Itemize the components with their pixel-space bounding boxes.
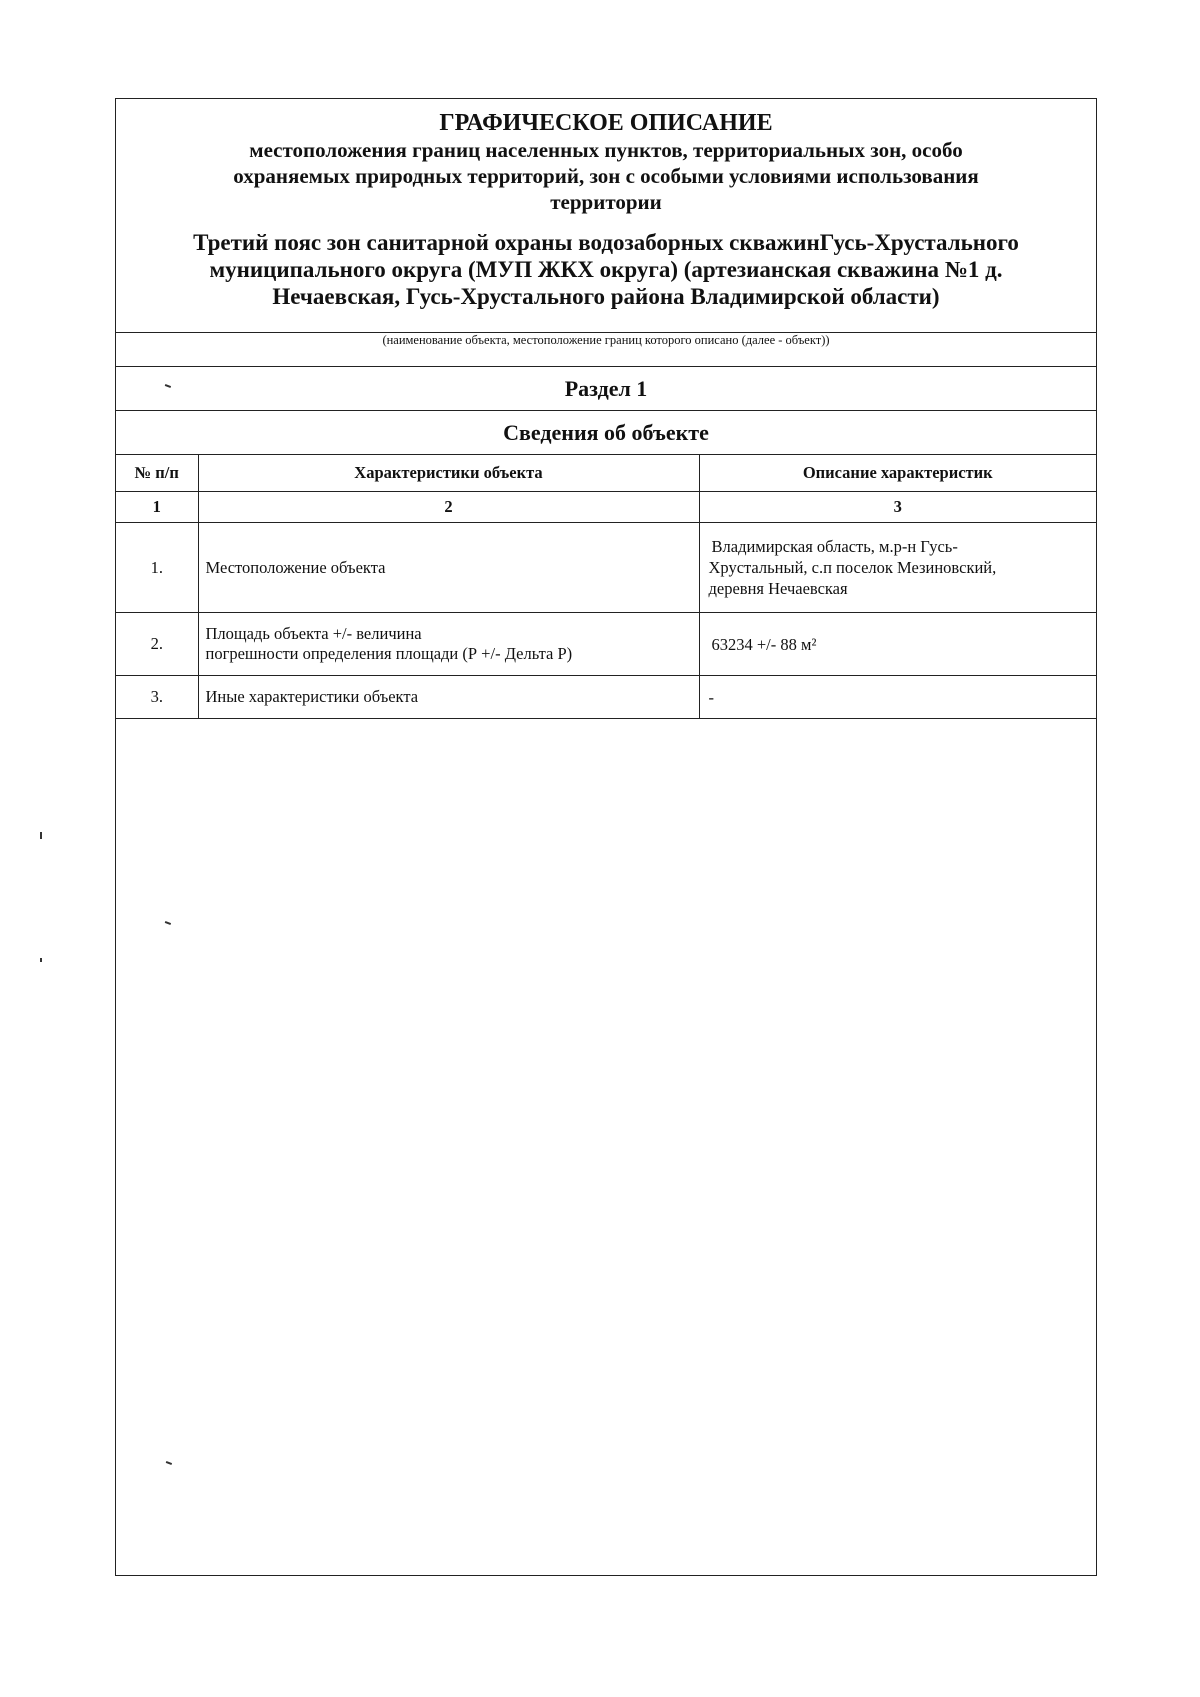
characteristic-line: Иные характеристики объекта [205, 687, 419, 706]
table-row [116, 613, 1096, 676]
object-name-note [116, 333, 1096, 367]
table-header-row [116, 455, 1096, 492]
characteristic-cell [198, 523, 699, 613]
characteristic-line: погрешности определения площади (Р +/- Дельта Р) [205, 644, 573, 663]
characteristic-cell [198, 613, 699, 676]
object-properties-table [116, 455, 1096, 719]
characteristic-cell [198, 676, 699, 719]
row-number: 2. [116, 613, 198, 676]
characteristic-line: Местоположение объекта [205, 557, 386, 577]
column-number-row [116, 492, 1096, 523]
column-header: № п/п [116, 455, 198, 492]
row-number: 3. [116, 676, 198, 719]
column-number: 1 [116, 492, 198, 523]
subtitle-line: местоположения границ населенных пунктов, территориальных зон, особо [249, 138, 963, 162]
description-line: Владимирская область, м.р-н Гусь- [711, 537, 958, 556]
table-row [116, 523, 1096, 613]
description-line: Хрустальный, с.п поселок Мезиновский, [708, 558, 997, 577]
description-line: деревня Нечаевская [708, 579, 848, 598]
description-cell [699, 613, 1096, 676]
column-header: Описание характеристик [699, 455, 1096, 492]
section-subtitle: Сведения об объекте [116, 411, 1096, 455]
object-name-line: Нечаевская, Гусь-Хрустального района Владимирской области) [272, 284, 940, 309]
description-cell [699, 523, 1096, 613]
column-number: 2 [198, 492, 699, 523]
column-number: 3 [699, 492, 1096, 523]
note-text: (наименование объекта, местоположение границ которого описано (далее - объект)) [382, 333, 830, 347]
object-name-line: Третий пояс зон санитарной охраны водозаборных скважинГусь-Хрустального [193, 230, 1019, 255]
document-title: ГРАФИЧЕСКОЕ ОПИСАНИЕ [439, 110, 773, 136]
subtitle-line: территории [550, 190, 662, 214]
document-subtitle [116, 137, 1096, 215]
document-header [116, 99, 1096, 333]
scan-speck [40, 958, 42, 962]
scan-speck [40, 832, 42, 839]
object-name [116, 229, 1096, 310]
subtitle-line: охраняемых природных территорий, зон с особыми условиями использования [233, 164, 979, 188]
section-title: Раздел 1 [116, 367, 1096, 411]
table-row [116, 676, 1096, 719]
object-name-line: муниципального округа (МУП ЖКХ округа) (артезианская скважина №1 д. [209, 257, 1003, 282]
column-header: Характеристики объекта [198, 455, 699, 492]
description-cell [699, 676, 1096, 719]
row-number: 1. [116, 523, 198, 613]
characteristic-line: Площадь объекта +/- величина [205, 624, 422, 643]
description-line: 63234 +/- 88 м² [711, 634, 817, 654]
document-frame [115, 98, 1097, 1576]
description-line: - [708, 687, 714, 707]
